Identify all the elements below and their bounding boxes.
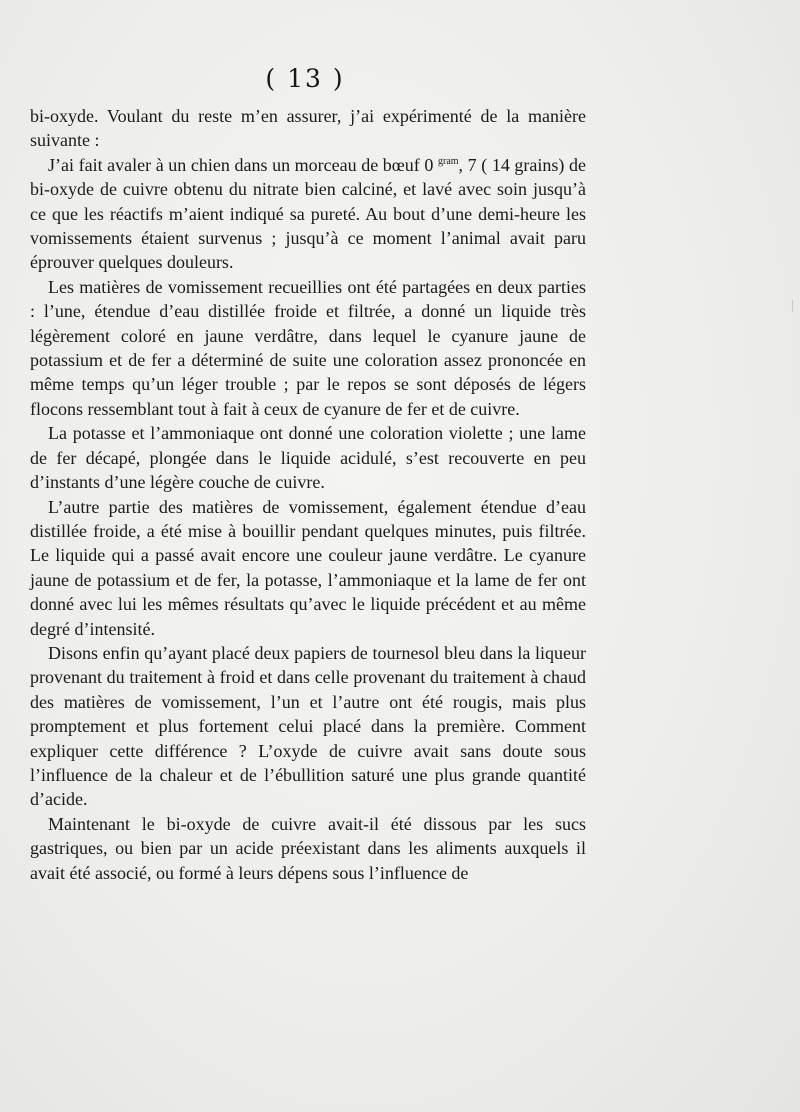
page-number: ( 13 )	[265, 64, 345, 93]
body-text	[30, 104, 586, 885]
paragraph-2-start: J’ai fait avaler à un chien dans un morceau de bœuf 0	[48, 154, 438, 175]
paragraph-6: Disons enfin qu’ayant placé deux papiers de tournesol bleu dans la liqueur provenant du traitement à froid et dans celle provenant du traitement à chaud des matières de vomissement, l’un et l’autre ont été rougis, mais plus promptement et plus fortement celui placé dans la première. Comment expliquer cette différence ? L’oxyde de cuivre avait sans doute sous l’influence de la chaleur et de l’ébullition saturé une plus grande quantité d’acide.	[30, 642, 586, 810]
gram-superscript: gram	[438, 155, 459, 167]
paragraph-2-rest: , 7 ( 14 grains) de bi-oxyde de cuivre obtenu du nitrate bien calciné, et lavé avec soin jusqu’à ce que les réactifs m’aient indiqué sa pureté. Au bout d’une demi-heure les vomissements étaient survenus ; jusqu’à ce moment l’animal avait paru éprouver quelques douleurs.	[30, 154, 586, 273]
paragraph-4: La potasse et l’ammoniaque ont donné une coloration violette ; une lame de fer décapé, plongée dans le liquide acidulé, s’est recouverte en peu d’instants d’une légère couche de cuivre.	[30, 423, 586, 493]
page-edge-mark	[792, 300, 793, 312]
paragraph-3: Les matières de vomissement recueillies ont été partagées en deux parties : l’une, étendue d’eau distillée froide et filtrée, a donné un liquide très légèrement coloré en jaune verdâtre, dans lequel le cyanure jaune de potassium et de fer a déterminé de suite une coloration assez prononcée en même temps qu’un léger trouble ; par le repos se sont déposés de légers flocons ressemblant tout à fait à ceux de cyanure de fer et de cuivre.	[30, 276, 586, 419]
paragraph-1: bi-oxyde. Voulant du reste m’en assurer, j’ai expérimenté de la manière suivante :	[30, 106, 586, 151]
paragraph-7: Maintenant le bi-oxyde de cuivre avait-il été dissous par les sucs gastriques, ou bien par un acide préexistant dans les aliments auxquels il avait été associé, ou formé à leurs dépens sous l’influence de	[30, 813, 586, 883]
paragraph-2	[30, 153, 586, 275]
paragraph-5: L’autre partie des matières de vomissement, également étendue d’eau distillée froide, a été mise à bouillir pendant quelques minutes, puis filtrée. Le liquide qui a passé avait encore une couleur jaune verdâtre. Le cyanure jaune de potassium et de fer, la potasse, l’ammoniaque et la lame de fer ont donné avec lui les mêmes résultats qu’avec le liquide précédent et au même degré d’intensité.	[30, 496, 586, 639]
